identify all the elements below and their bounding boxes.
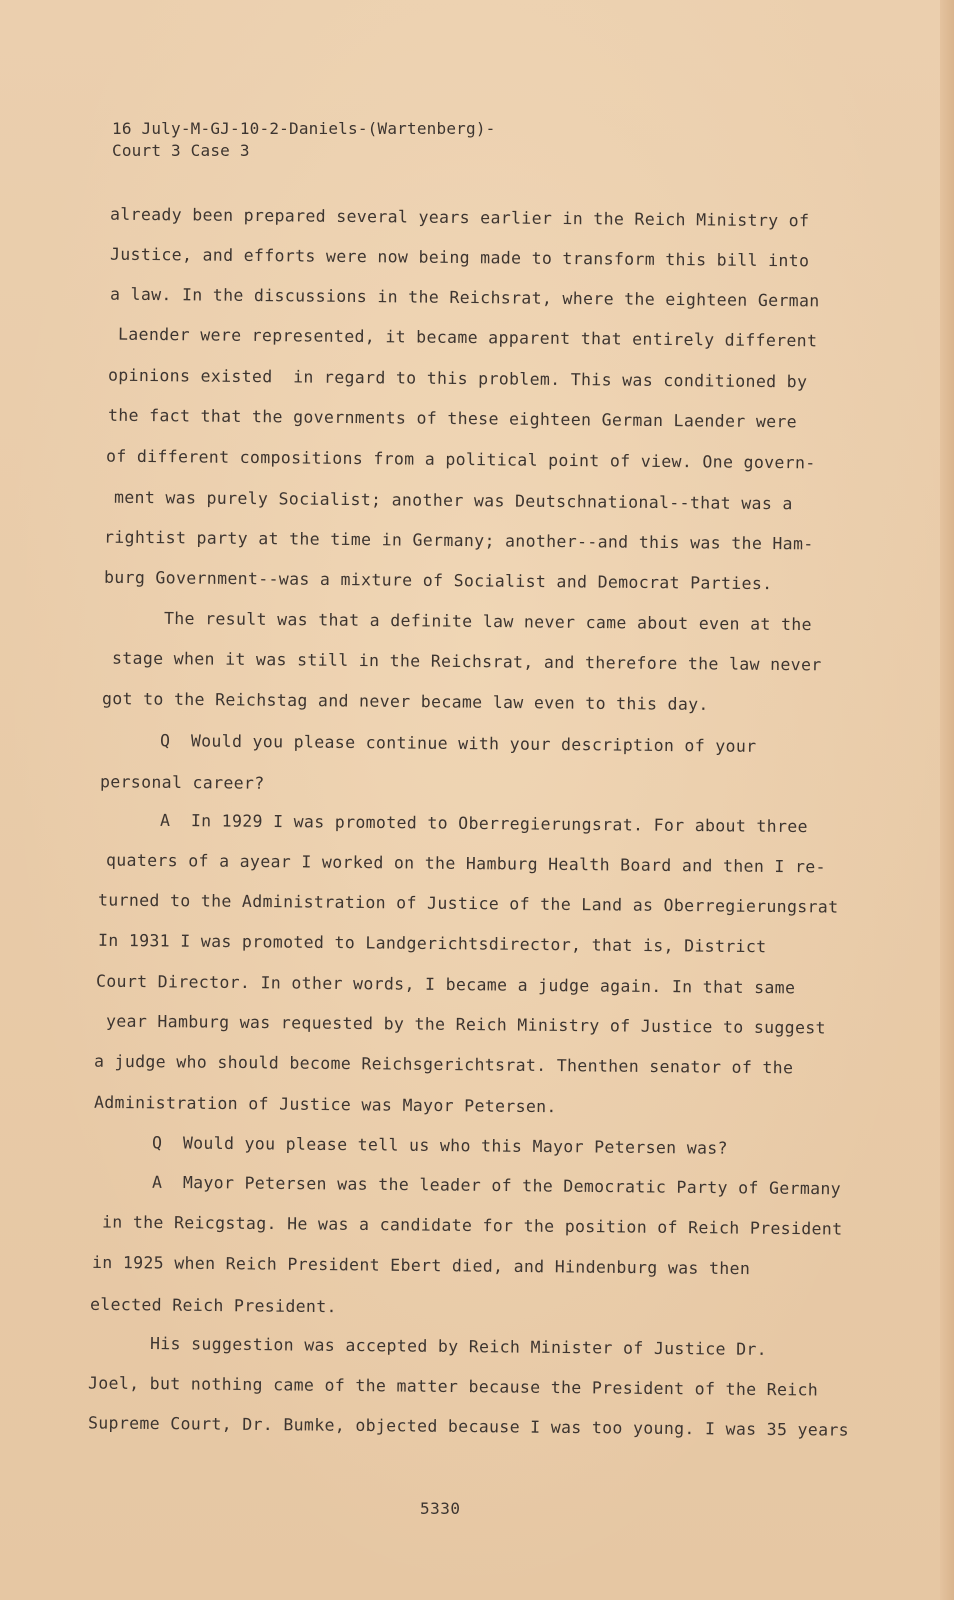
text-line: already been prepared several years earlier in the Reich Ministry of — [109, 204, 810, 231]
text-line: His suggestion was accepted by Reich Minister of Justice Dr. — [149, 1334, 768, 1359]
text-line: a law. In the discussions in the Reichsrat, where the eighteen German — [109, 284, 820, 311]
text-line: Supreme Court, Dr. Bumke, objected because I was too young. I was 35 years — [87, 1413, 850, 1440]
page-number: 5330 — [420, 1499, 461, 1518]
text-line: Joel, but nothing came of the matter because the President of the Reich — [87, 1373, 819, 1400]
text-line: turned to the Administration of Justice of the Land as Oberregierungsrat — [97, 890, 839, 917]
text-line: of different compositions from a political point of view. One govern- — [105, 446, 816, 473]
text-line: in the Reicgstag. He was a candidate for the position of Reich President — [101, 1212, 843, 1239]
text-line: Justice, and efforts were now being made to transform this bill into — [109, 244, 810, 271]
text-line: opinions existed in regard to this problem. This was conditioned by — [107, 365, 808, 392]
text-line: personal career? — [99, 772, 265, 793]
text-line: Court Director. In other words, I became a judge again. In that same — [95, 971, 796, 998]
text-line: ment was purely Socialist; another was Deutschnational--that was a — [113, 487, 793, 514]
page-edge — [940, 0, 954, 1600]
text-line: burg Government--was a mixture of Socialist and Democrat Parties. — [103, 567, 773, 594]
text-line: got to the Reichstag and never became law even to this day. — [101, 689, 709, 714]
text-line: in 1925 when Reich President Ebert died, and Hindenburg was then — [91, 1252, 751, 1279]
header-line-2: Court 3 Case 3 — [112, 141, 250, 160]
text-line: year Hamburg was requested by the Reich Ministry of Justice to suggest — [105, 1011, 826, 1038]
text-line: quaters of a ayear I worked on the Hamburg Health Board and then I re- — [105, 850, 826, 877]
text-line: Laender were represented, it became apparent that entirely different — [117, 324, 818, 351]
text-line: rightist party at the time in Germany; another--and this was the Ham- — [103, 527, 814, 554]
text-line: In 1931 I was promoted to Landgerichtsdirector, that is, District — [97, 930, 767, 957]
header-line-1: 16 July-M-GJ-10-2-Daniels-(Wartenberg)- — [112, 119, 496, 138]
document-header — [112, 118, 495, 162]
text-line: A In 1929 I was promoted to Oberregierungsrat. For about three — [159, 810, 808, 837]
text-line: a judge who should become Reichsgerichtsrat. Thenthen senator of the — [93, 1051, 794, 1078]
text-line: Q Would you please tell us who this Mayor Petersen was? — [151, 1133, 728, 1158]
text-line: A Mayor Petersen was the leader of the Democratic Party of Germany — [151, 1172, 842, 1199]
text-line: The result was that a definite law never came about even at the — [163, 608, 812, 635]
text-line: elected Reich President. — [89, 1294, 337, 1317]
text-line: the fact that the governments of these eighteen German Laender were — [107, 405, 798, 432]
text-line: stage when it was still in the Reichsrat, and therefore the law never — [111, 648, 822, 675]
text-line: Administration of Justice was Mayor Petersen. — [93, 1092, 557, 1117]
text-line: Q Would you please continue with your description of your — [159, 731, 757, 756]
